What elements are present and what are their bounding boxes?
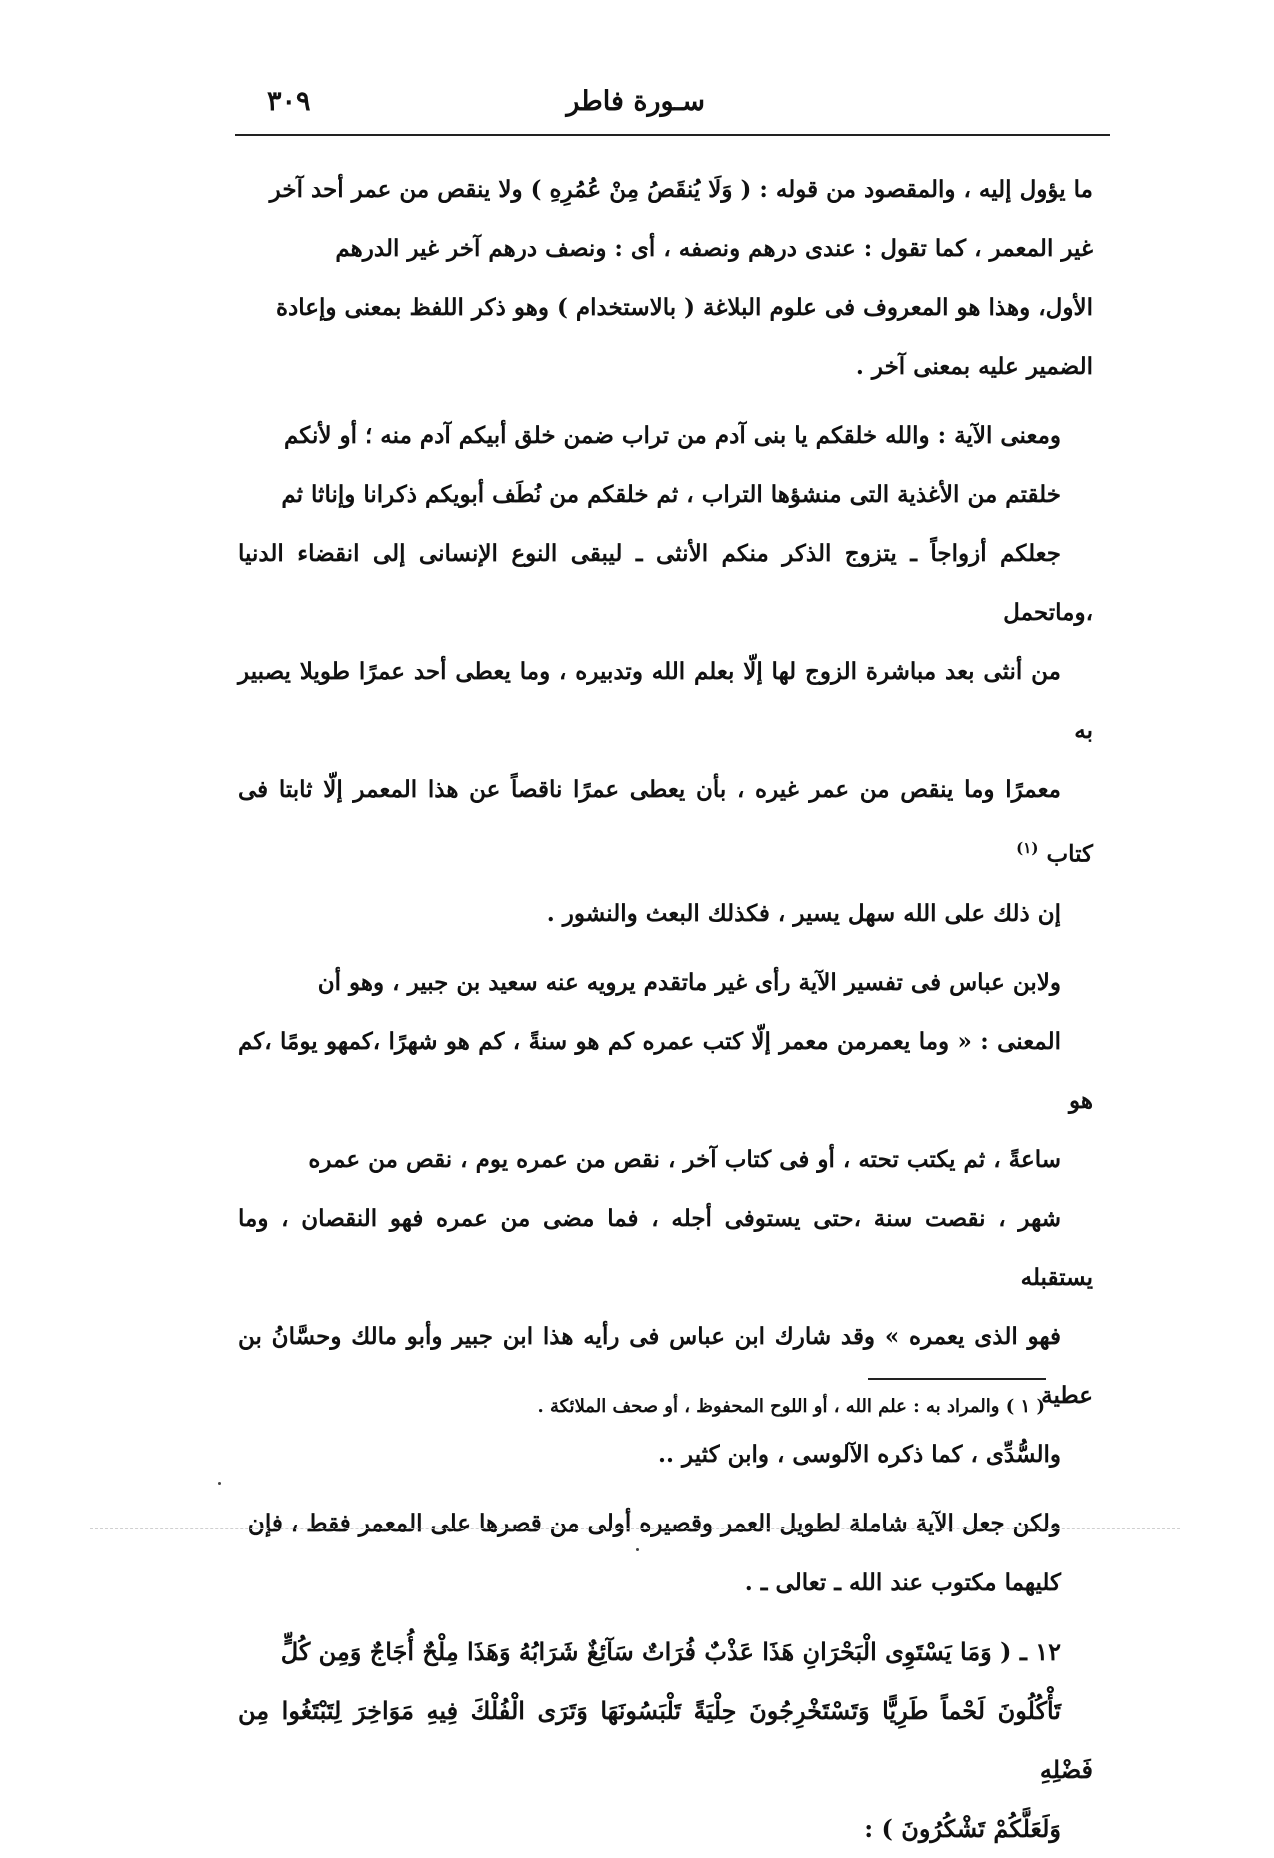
text-line: فهو الذى يعمره » وقد شارك ابن عباس فى رأيه هذا ابن جبير وأبو مالك وحسَّانُ بن عطية	[238, 1322, 1093, 1409]
text-line: شهر ، نقصت سنة ،حتى يستوفى أجله ، فما مضى من عمره فهو النقصان ، وما يستقبله	[238, 1204, 1093, 1291]
text-line: من أنثى بعد مباشرة الزوج لها إلّا بعلم الله وتدبيره ، وما يعطى أحد عمرًا طويلا يصبير به	[238, 658, 1093, 744]
footnote-marker[interactable]: (١)	[1016, 839, 1039, 857]
text-line: غير المعمر ، كما تقول : عندى درهم ونصفه ، أى : ونصف درهم آخر غير الدرهم	[335, 235, 1093, 262]
text-line: ومعنى الآية : والله خلقكم يا بنى آدم من تراب ضمن خلق أبيكم آدم منه ؛ أو لأنكم	[283, 422, 1061, 449]
verse-line: تَأْكُلُونَ لَحْماً طَرِيًّا وَتَسْتَخْرِجُونَ حِلْيَةً تَلْبَسُونَهَا وَتَرَى الْفُلْكَ فِيهِ مَوَاخِرَ لِتَبْتَغُوا مِن فَضْلِهِ	[238, 1695, 1093, 1784]
header-divider	[235, 134, 1110, 136]
text-line: كليهما مكتوب عند الله ـ تعالى ـ .	[744, 1568, 1061, 1596]
footnote: ( ١ ) والمراد به : علم الله ، أو اللوح المحفوظ ، أو صحف الملائكة .	[537, 1396, 1045, 1417]
text-line: ساعةً ، ثم يكتب تحته ، أو فى كتاب آخر ، نقص من عمره يوم ، نقص من عمره	[308, 1145, 1061, 1173]
text-line: ما يؤول إليه ، والمقصود من قوله : ( وَلَا يُنقَصُ مِنْ عُمُرِهِ ) ولا ينقص من عمر أحد آخر	[269, 176, 1093, 203]
paragraph-1	[238, 160, 1093, 396]
text-line: معمرًا وما ينقص من عمر غيره ، بأن يعطى عمرًا ناقصاً عن هذا المعمر إلّا ثابتا فى كتاب	[238, 776, 1093, 868]
text-line-with-footnote	[238, 760, 1093, 884]
scan-speck	[636, 1548, 639, 1551]
text-line: ولابن عباس فى تفسير الآية رأى غير ماتقدم يرويه عنه سعيد بن جبير ، وهو أن	[317, 968, 1061, 996]
page-number: ٣٠٩	[267, 86, 311, 117]
text-line: الأول، وهذا هو المعروف فى علوم البلاغة ( بالاستخدام ) وهو ذكر اللفظ بمعنى وإعادة	[276, 294, 1093, 321]
scan-speck	[218, 1482, 221, 1485]
main-text	[238, 160, 1093, 1858]
verse-12	[238, 1622, 1093, 1858]
text-line: المعنى : « وما يعمرمن معمر إلّا كتب عمره كم هو سنةً ، كم هو شهرًا ،كمهو يومًا ،كم هو	[238, 1027, 1093, 1114]
text-line: خلقتم من الأغذية التى منشؤها التراب ، ثم خلقكم من نُطَف أبويكم ذكرانا وإناثا ثم	[281, 481, 1061, 508]
paragraph-4	[238, 1494, 1093, 1612]
text-line: جعلكم أزواجاً ـ يتزوج الذكر منكم الأنثى ـ ليبقى النوع الإنسانى إلى انقضاء الدنيا ،وماتحمل	[238, 540, 1093, 626]
text-line: الضمير عليه بمعنى آخر .	[855, 353, 1093, 380]
text-line: ولكن جعل الآية شاملة لطويل العمر وقصيره أولى من قصرها على المعمر فقط ، فإن	[247, 1509, 1061, 1537]
text-line: إن ذلك على الله سهل يسير ، فكذلك البعث والنشور .	[546, 899, 1061, 927]
verse-line: ١٢ ـ ( وَمَا يَسْتَوِى الْبَحْرَانِ هَذَا عَذْبٌ فُرَاتٌ سَآئِغٌ شَرَابُهُ وَهَذَا مِلْحٌ أُجَاجٌ وَمِن كُلٍّ	[280, 1636, 1061, 1666]
verse-line: وَلَعَلَّكُمْ تَشْكُرُونَ ) :	[864, 1813, 1061, 1843]
text-line: والسُّدِّى ، كما ذكره الآلوسى ، وابن كثير ..	[658, 1440, 1061, 1468]
page-header	[245, 86, 1105, 130]
surah-title: سـورة فاطر	[566, 86, 705, 117]
scan-edge	[90, 1528, 1180, 1529]
footnote-divider	[868, 1378, 1046, 1380]
paragraph-2	[238, 406, 1093, 943]
